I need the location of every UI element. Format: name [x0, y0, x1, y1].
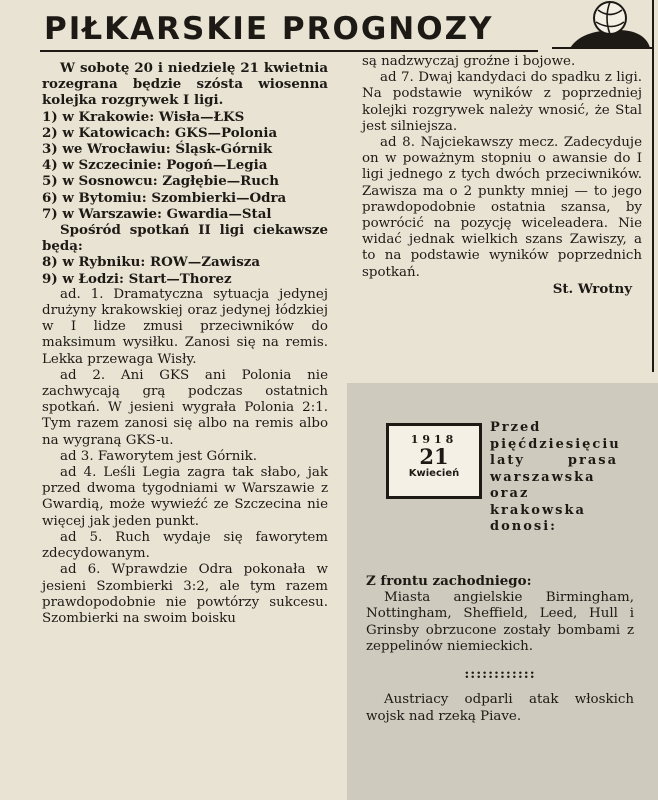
fixture-item: 9) w Łodzi: Start—Thorez — [42, 270, 232, 287]
fixture-item: 3) we Wrocławiu: Śląsk-Górnik — [42, 141, 273, 158]
article-left-column — [42, 60, 328, 627]
fixture-item: 5) w Sosnowcu: Zagłębie—Ruch — [42, 173, 279, 190]
fixture-item: 4) w Szczecinie: Pogoń—Legia — [42, 157, 268, 174]
calendar-date-box — [386, 423, 482, 499]
comment-paragraph: ad 2. Ani GKS ani Polonia nie zachwycają grą podczas ostatnich spotkań. W jesieni wygrała Polonia 2:1. Tym razem zanosi się albo na remis albo na wygraną GKS-u. — [42, 367, 328, 448]
comment-paragraph: są nadzwyczaj groźne i bojowe. — [362, 54, 576, 69]
comment-paragraph: ad 4. Leśli Legia zagra tak słabo, jak przed dwoma tygodniami w Warszawie z Gwardią, może wywieźć ze Szczecina nie więcej jak jeden punkt. — [42, 465, 328, 529]
fixture-item: 6) w Bytomiu: Szombierki—Odra — [42, 189, 287, 206]
news-item: Miasta angielskie Birmingham, Nottingham, Sheffield, Leed, Hull i Grinsby obrzucone zostały bombami z zeppelinów niemieckich. — [366, 589, 634, 654]
author-signature: St. Wrotny — [552, 280, 632, 297]
comment-paragraph: ad. 1. Dramatyczna sytuacja jedynej drużyny krakowskiej oraz jedynej łódzkiej w I lidze zmusi przeciwników do maksimum wysiłku. Zanosi się na remis. Lekka przewaga Wisły. — [42, 286, 328, 367]
fixture-item: 8) w Rybniku: ROW—Zawisza — [42, 254, 261, 271]
date-year: 1918 — [410, 433, 458, 446]
fixture-item: 7) w Warszawie: Gwardia—Stal — [42, 205, 272, 222]
comment-paragraph: ad 8. Najciekawszy mecz. Zadecyduje on w poważnym stopniu o awansie do I ligi jednego z tych dwóch przeciwników. Zawisza ma o 2 punkty mniej — to jego prawdopodobnie ostatnia szansa, by powrócić na pozycję wiceleadera. Nie widać jednak wielkich szans Zawiszy, a to na podstawie wyników poprzednich spotkań. — [362, 135, 642, 280]
separator: :::::::::::: — [464, 665, 536, 682]
article-right-column — [362, 54, 642, 297]
news-heading: Z frontu zachodniego: — [366, 573, 532, 589]
page-title: PIŁKARSKIE PROGNOZY — [44, 11, 494, 47]
comment-paragraph: ad 6. Wprawdzie Odra pokonała w jesieni Szombierki 3:2, ale tym razem prawdopodobnie nie powtórzy sukcesu. Szombierki na swoim boisku — [42, 562, 328, 626]
fixture-item: 2) w Katowicach: GKS—Polonia — [42, 124, 278, 141]
second-league-intro: Spośród spotkań II ligi ciekawsze będą: — [42, 222, 328, 255]
column-rule — [652, 0, 654, 372]
comment-paragraph: ad 7. Dwaj kandydaci do spadku z ligi. Na podstawie wyników z poprzedniej kolejki rozgrywek należy wnosić, że Stal jest silniejsza. — [362, 70, 642, 134]
date-month: Kwiecień — [408, 468, 460, 479]
intro-paragraph: W sobotę 20 i niedzielę 21 kwietnia rozegrana będzie szósta wiosenna kolejka rozgrywek I ligi. — [42, 60, 328, 109]
date-day: 21 — [419, 444, 449, 469]
news-item: Austriacy odparli atak włoskich wojsk nad rzeką Piave. — [366, 692, 634, 724]
sidebar-news — [366, 573, 634, 725]
sidebar-intro: Przed pięćdziesięciu laty prasa warszawska oraz krakowska donosi: — [490, 420, 621, 534]
title-rule — [40, 50, 538, 52]
fixture-item: 1) w Krakowie: Wisła—ŁKS — [42, 108, 245, 125]
comment-paragraph: ad 3. Faworytem jest Górnik. — [60, 448, 257, 464]
football-icon — [548, 0, 656, 52]
comment-paragraph: ad 5. Ruch wydaje się faworytem zdecydowanym. — [42, 529, 328, 562]
